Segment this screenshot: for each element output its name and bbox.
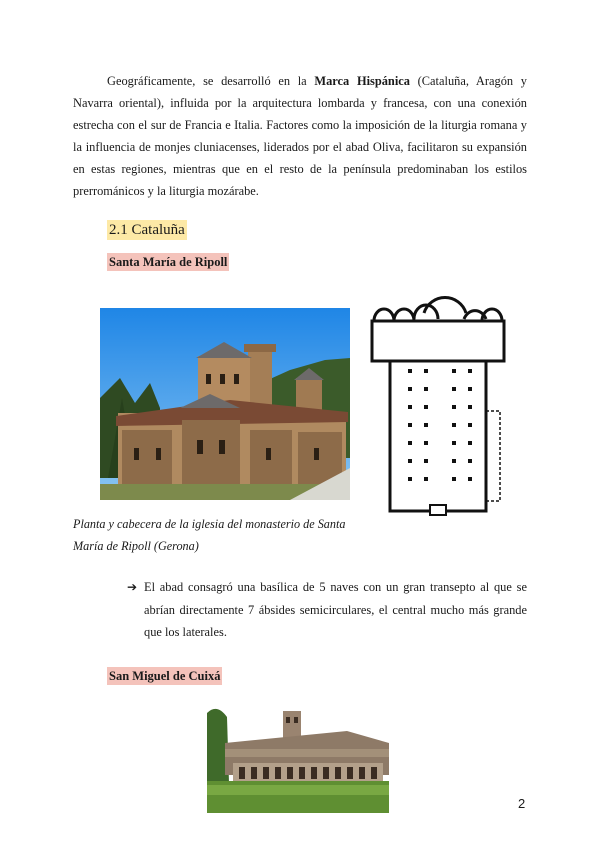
ripoll-heading: Santa María de Ripoll bbox=[109, 255, 228, 269]
arrow-bullet-icon: ➔ bbox=[127, 580, 138, 594]
ripoll-photo bbox=[100, 308, 350, 500]
ripoll-floor-plan bbox=[368, 291, 508, 519]
intro-text-2: (Cataluña, Aragón y Navarra oriental), influida por la arquitectura lombarda y francesa, con una conexión estrecha con el sur de Francia e Italia. Factores como la imposición de la liturgia romana y la influencia de monjes cluniacenses, liderados por el abad Oliva, facilitaron su expansión en estas regiones, mientras que en el resto de la península predominaban los estilos prerrománicos y la liturgia mozárabe. bbox=[73, 74, 527, 198]
intro-bold-term: Marca Hispánica bbox=[314, 74, 410, 88]
ripoll-caption: Planta y cabecera de la iglesia del monasterio de Santa María de Ripoll (Gerona) bbox=[73, 517, 346, 553]
section-heading: 2.1 Cataluña bbox=[109, 222, 185, 238]
intro-paragraph bbox=[73, 70, 527, 202]
page-number: 2 bbox=[518, 796, 526, 811]
intro-text-1: Geográficamente, se desarrolló en la bbox=[107, 74, 315, 88]
cuixa-heading: San Miguel de Cuixá bbox=[109, 669, 221, 683]
ripoll-bullet bbox=[127, 576, 527, 644]
ripoll-bullet-text: El abad consagró una basílica de 5 naves con un gran transepto al que se abrían directamente 7 ábsides semicirculares, el central mucho más grande que los laterales. bbox=[144, 580, 527, 639]
cuixa-photo bbox=[207, 693, 389, 813]
